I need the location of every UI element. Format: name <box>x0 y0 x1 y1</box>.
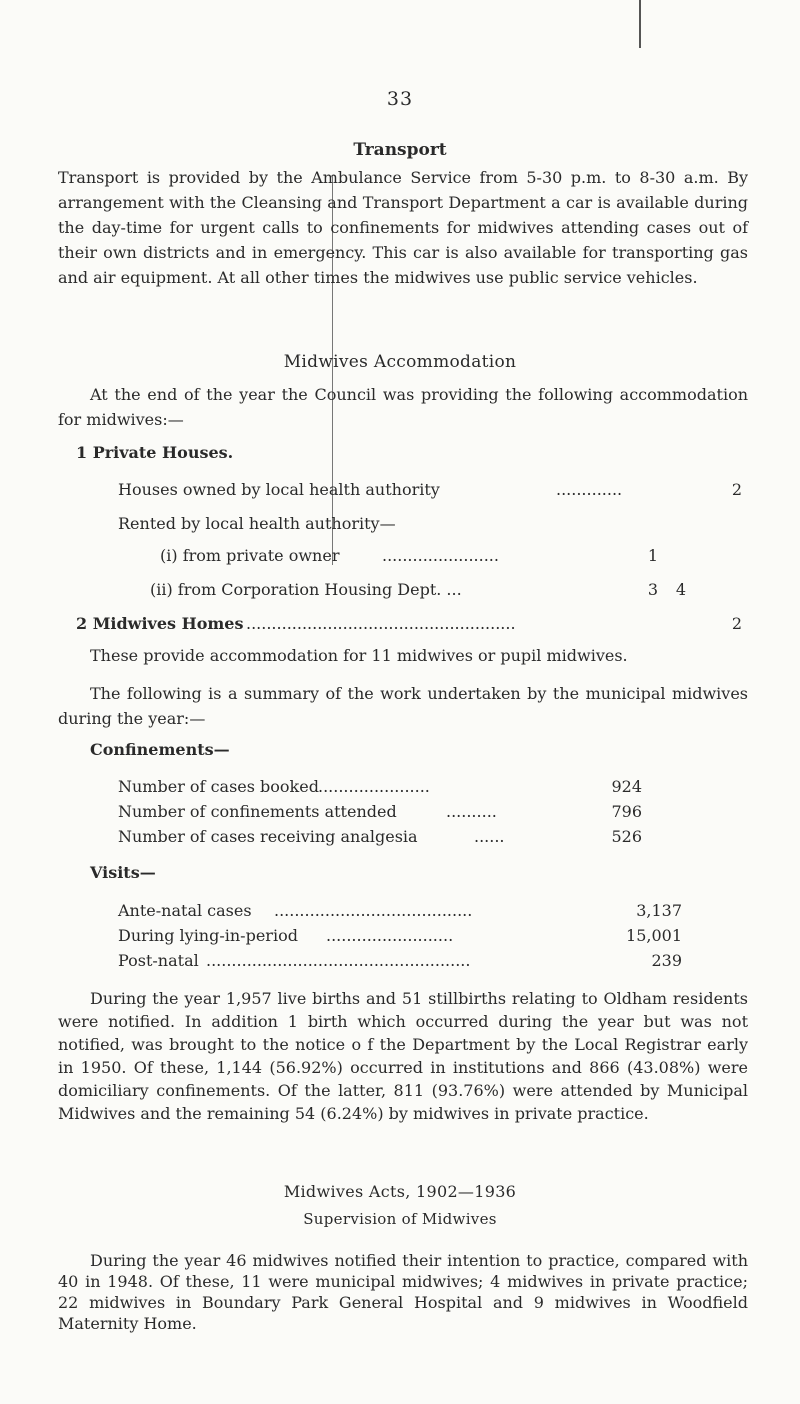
page-number: 33 <box>386 88 414 110</box>
rented-corp-label: (ii) from Corporation Housing Dept. ... <box>150 580 462 599</box>
homes-value: 2 <box>731 614 742 633</box>
confinement-analgesia-leader: ...... <box>474 827 505 846</box>
visit-antenatal-leader: ....................................... <box>274 901 473 920</box>
rented-private-value: 1 <box>647 546 658 565</box>
confinement-booked-value: 924 <box>611 777 642 796</box>
accommodation-heading: Midwives Accommodation <box>283 352 517 372</box>
visit-postnatal-label: Post-natal <box>118 951 199 970</box>
confinement-analgesia-value: 526 <box>611 827 642 846</box>
confinement-booked-leader: ...................... <box>318 777 430 796</box>
confinement-attended-value: 796 <box>611 802 642 821</box>
confinement-analgesia-label: Number of cases receiving analgesia <box>118 827 418 846</box>
visit-lyingin-label: During lying-in-period <box>118 926 298 945</box>
homes-leader: ..................................................... <box>246 614 516 633</box>
summary-intro: The following is a summary of the work undertaken by the municipal midwives during the year:— <box>58 684 748 728</box>
homes-label: 2 Midwives Homes <box>76 614 244 633</box>
transport-paragraph: Transport is provided by the Ambulance Service from 5-30 p.m. to 8-30 a.m. By arrangement with the Cleansing and Transport Department a car is available during the day-time for urgent calls to confinements for midwives attending cases out of their own districts and in emergency. This car is also available for transporting gas and air equipment. At all other times the midwives use public service vehicles. <box>58 168 748 287</box>
rented-total: 4 <box>675 580 686 599</box>
visit-antenatal-value: 3,137 <box>636 901 682 920</box>
visit-postnatal-value: 239 <box>651 951 682 970</box>
rented-corp-value: 3 <box>647 580 658 599</box>
visits-heading: Visits— <box>90 863 156 882</box>
acts-subheading: Supervision of Midwives <box>303 1210 497 1228</box>
owned-label: Houses owned by local health authority <box>118 480 440 499</box>
transport-heading: Transport <box>353 140 447 160</box>
births-paragraph: During the year 1,957 live births and 51 stillbirths relating to Oldham residents were notified. In addition 1 birth which occurred during the year but was not notified, was brought to the notice o f the Department by the Local Registrar early in 1950. Of these, 1,144 (56.92%) occurred in institutions and 866 (43.08%) were domiciliary confinements. Of the latter, 811 (93.76%) were attended by Municipal Midwives and the remaining 54 (6.24%) by midwives in private practice. <box>58 989 748 1123</box>
rented-private-label: (i) from private owner <box>160 546 340 565</box>
scan-mark-top <box>639 0 641 48</box>
confinement-booked-label: Number of cases booked <box>118 777 319 796</box>
owned-value: 2 <box>731 480 742 499</box>
accommodation-intro: At the end of the year the Council was providing the following accommodation for midwives:— <box>58 385 748 429</box>
owned-leader: ............. <box>556 480 623 499</box>
visit-lyingin-value: 15,001 <box>626 926 682 945</box>
acts-heading: Midwives Acts, 1902—1936 <box>283 1182 517 1201</box>
confinement-attended-leader: .......... <box>446 802 497 821</box>
acts-paragraph: During the year 46 midwives notified their intention to practice, compared with 40 in 1948. Of these, 11 were municipal midwives; 4 midwives in private practice; 22 midwives in Boundary Park General Hospital and 9 midwives in Woodfield Maternity Home. <box>58 1251 748 1333</box>
confinement-attended-label: Number of confinements attended <box>118 802 397 821</box>
visit-lyingin-leader: ......................... <box>326 926 454 945</box>
visit-postnatal-leader: .................................................... <box>206 951 471 970</box>
rented-label: Rented by local health authority— <box>118 514 396 533</box>
private-houses-label: 1 Private Houses. <box>76 443 234 462</box>
visit-antenatal-label: Ante-natal cases <box>118 901 252 920</box>
rented-private-leader: ....................... <box>382 546 499 565</box>
confinements-heading: Confinements— <box>90 740 230 759</box>
accommodation-provide: These provide accommodation for 11 midwives or pupil midwives. <box>90 646 628 665</box>
